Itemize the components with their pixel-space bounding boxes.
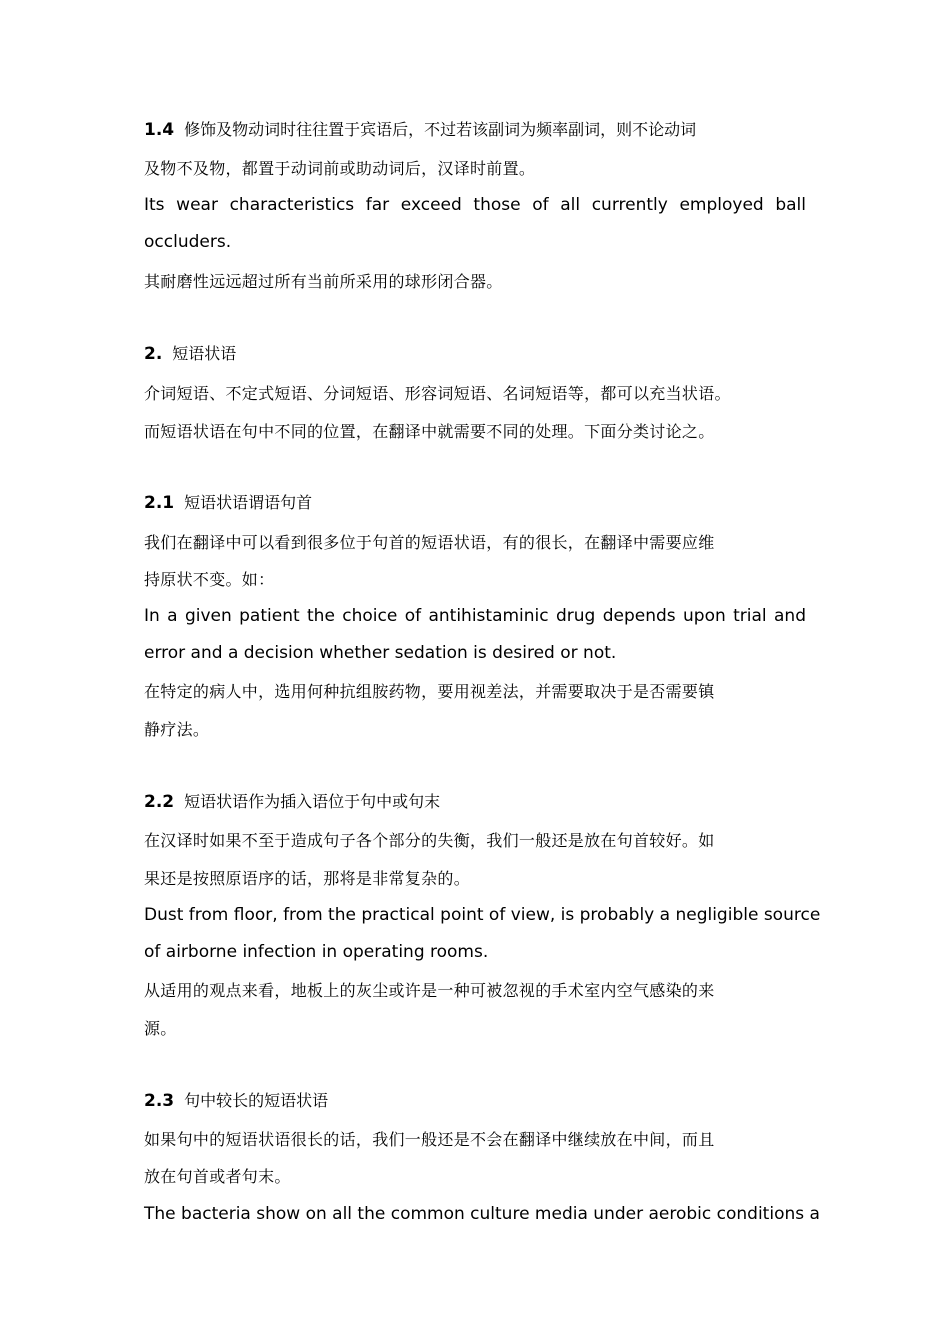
paragraph-line: 在汉译时如果不至于造成句子各个部分的失衡，我们一般还是放在句首较好。如 [144, 831, 715, 850]
example-english-line: The bacteria show on all the common culture media under aerobic conditions a [144, 1204, 820, 1224]
paragraph-line: 放在句首或者句末。 [144, 1167, 291, 1186]
paragraph-line: 而短语状语在句中不同的位置，在翻译中就需要不同的处理。下面分类讨论之。 [144, 422, 715, 441]
section-2-3-heading [144, 1088, 806, 1114]
section-title: 短语状语作为插入语位于句中或句末 [184, 792, 441, 811]
translation-line: 从适用的观点来看，地板上的灰尘或许是一种可被忽视的手术室内空气感染的来 [144, 981, 715, 1000]
example-english-line: Its wear characteristics far exceed those of all currently employed ball [144, 195, 806, 215]
section-number: 2.3 [144, 1091, 175, 1111]
translation-line: 其耐磨性远远超过所有当前所采用的球形闭合器。 [144, 272, 503, 291]
section-title: 句中较长的短语状语 [184, 1091, 329, 1110]
example-english-line: In a given patient the choice of antihistaminic drug depends upon trial and [144, 606, 806, 626]
paragraph-line: 持原状不变。如： [144, 570, 275, 589]
section-title: 短语状语谓语句首 [184, 493, 313, 512]
example-english-line: occluders. [144, 232, 232, 252]
section-2-1-heading [144, 490, 806, 516]
section-2-2-heading [144, 789, 806, 815]
paragraph-line: 果还是按照原语序的话，那将是非常复杂的。 [144, 869, 471, 888]
paragraph-line: 介词短语、不定式短语、分词短语、形容词短语、名词短语等，都可以充当状语。 [144, 384, 731, 403]
section-2-heading [144, 341, 806, 367]
translation-line: 源。 [144, 1019, 177, 1038]
paragraph-line: 如果句中的短语状语很长的话，我们一般还是不会在翻译中继续放在中间，而且 [144, 1130, 715, 1149]
example-english-line: error and a decision whether sedation is desired or not. [144, 643, 617, 663]
paragraph-text: 修饰及物动词时往往置于宾语后，不过若该副词为频率副词，则不论动词 [184, 120, 697, 139]
translation-line: 静疗法。 [144, 720, 210, 739]
section-number: 2.2 [144, 792, 175, 812]
example-english-line: of airborne infection in operating rooms. [144, 942, 489, 962]
section-number: 1.4 [144, 120, 175, 140]
section-1-4-heading [144, 117, 806, 143]
section-number: 2. [144, 344, 163, 364]
translation-line: 在特定的病人中，选用何种抗组胺药物，要用视差法，并需要取决于是否需要镇 [144, 682, 715, 701]
example-english-line: Dust from floor, from the practical point of view, is probably a negligible source [144, 905, 821, 925]
paragraph-line: 我们在翻译中可以看到很多位于句首的短语状语，有的很长，在翻译中需要应维 [144, 533, 715, 552]
section-title: 短语状语 [172, 344, 237, 363]
section-number: 2.1 [144, 493, 175, 513]
paragraph-line: 及物不及物，都置于动词前或助动词后，汉译时前置。 [144, 159, 536, 178]
